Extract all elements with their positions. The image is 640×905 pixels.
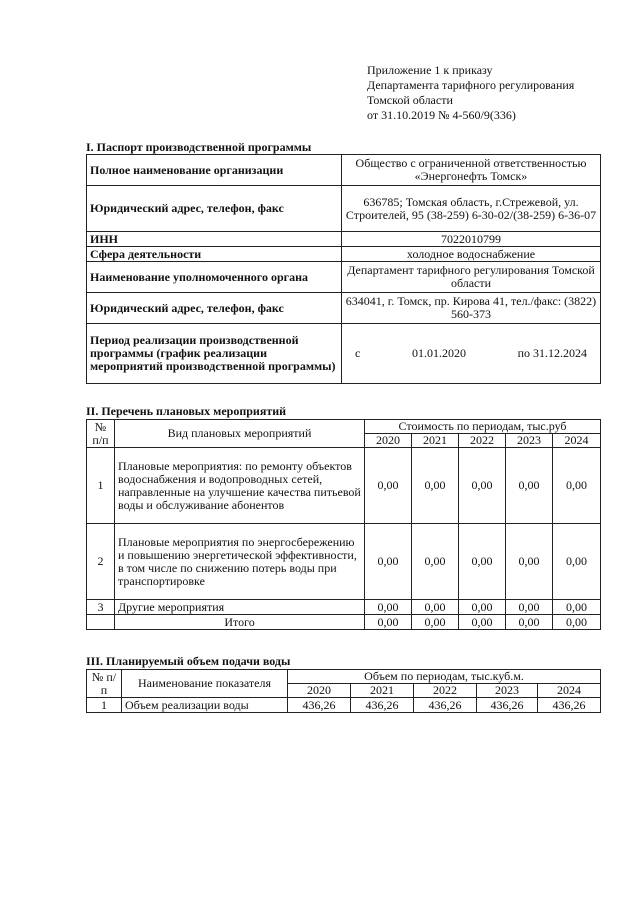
period-value: [342, 324, 601, 384]
cost-cell: 0,00: [506, 448, 553, 524]
row-num: 3: [87, 600, 115, 615]
passport-label: Юридический адрес, телефон, факс: [87, 186, 342, 232]
volume-cell: 436,26: [288, 698, 351, 713]
table-header-row: [87, 670, 601, 684]
table-row: [87, 324, 601, 384]
col-name-header: Вид плановых мероприятий: [115, 420, 365, 448]
period-to: по 31.12.2024: [517, 346, 587, 360]
passport-value: холодное водоснабжение: [342, 247, 601, 262]
year-header: 2022: [459, 434, 506, 448]
indicator-name: Объем реализации воды: [122, 698, 288, 713]
measure-name: Плановые мероприятия по энергосбережению и повышению энергетической эффективности, в том числе по снижению потерь воды при транспортировке: [115, 524, 365, 600]
volume-cell: 436,26: [477, 698, 538, 713]
total-cell: 0,00: [553, 615, 601, 630]
row-num: 2: [87, 524, 115, 600]
table-row: [87, 155, 601, 186]
table-row: [87, 293, 601, 324]
total-row: [87, 615, 601, 630]
section2-title: II. Перечень плановых мероприятий: [86, 404, 287, 418]
year-header: 2022: [414, 684, 477, 698]
header-line: от 31.10.2019 № 4-560/9(336): [367, 108, 516, 122]
header-line: Департамента тарифного регулирования: [367, 78, 575, 92]
document-header: [367, 63, 607, 123]
volume-cell: 436,26: [538, 698, 601, 713]
total-cell: 0,00: [459, 615, 506, 630]
col-name-header: Наименование показателя: [122, 670, 288, 698]
col-cost-header: Стоимость по периодам, тыс.руб: [365, 420, 601, 434]
period-label: Период реализации производственной программы (график реализации мероприятий производственной программы): [87, 324, 342, 384]
table-row: [87, 698, 601, 713]
col-volume-header: Объем по периодам, тыс.куб.м.: [288, 670, 601, 684]
table-row: [87, 186, 601, 232]
table-row: [87, 232, 601, 247]
row-num: 1: [87, 448, 115, 524]
cost-cell: 0,00: [553, 524, 601, 600]
year-header: 2023: [506, 434, 553, 448]
year-header: 2020: [288, 684, 351, 698]
measure-name: Другие мероприятия: [115, 600, 365, 615]
cost-cell: 0,00: [553, 600, 601, 615]
volume-cell: 436,26: [414, 698, 477, 713]
header-line: Томской области: [367, 93, 453, 107]
table-header-row: [87, 420, 601, 434]
cost-cell: 0,00: [506, 600, 553, 615]
year-header: 2021: [351, 684, 414, 698]
table-row: [87, 247, 601, 262]
row-num: 1: [87, 698, 122, 713]
col-num-header: № п/п: [87, 670, 122, 698]
cost-cell: 0,00: [459, 448, 506, 524]
section3-title: III. Планируемый объем подачи воды: [86, 654, 291, 668]
passport-value: 636785; Томская область, г.Стрежевой, ул. Строителей, 95 (38-259) 6-30-02/(38-259) 6-36-07: [342, 186, 601, 232]
cost-cell: 0,00: [365, 600, 412, 615]
cost-cell: 0,00: [459, 524, 506, 600]
volume-cell: 436,26: [351, 698, 414, 713]
passport-value: 634041, г. Томск, пр. Кирова 41, тел./факс: (3822) 560-373: [342, 293, 601, 324]
table-row: [87, 448, 601, 524]
measures-table: [86, 419, 601, 630]
cost-cell: 0,00: [365, 524, 412, 600]
passport-value: 7022010799: [342, 232, 601, 247]
volume-table: [86, 669, 601, 713]
year-header: 2024: [553, 434, 601, 448]
year-header: 2020: [365, 434, 412, 448]
passport-table: [86, 154, 601, 384]
passport-value: Департамент тарифного регулирования Томской области: [342, 262, 601, 293]
cost-cell: 0,00: [412, 448, 459, 524]
passport-label: ИНН: [87, 232, 342, 247]
table-row: [87, 262, 601, 293]
passport-label: Полное наименование организации: [87, 155, 342, 186]
passport-label: Юридический адрес, телефон, факс: [87, 293, 342, 324]
cost-cell: 0,00: [412, 524, 459, 600]
cost-cell: 0,00: [506, 524, 553, 600]
empty-cell: [87, 615, 115, 630]
cost-cell: 0,00: [365, 448, 412, 524]
year-header: 2024: [538, 684, 601, 698]
total-cell: 0,00: [412, 615, 459, 630]
table-row: [87, 524, 601, 600]
year-header: 2021: [412, 434, 459, 448]
passport-value: Общество с ограниченной ответственностью «Энергонефть Томск»: [342, 155, 601, 186]
total-label: Итого: [115, 615, 365, 630]
section1-title: I. Паспорт производственной программы: [86, 140, 312, 154]
passport-label: Сфера деятельности: [87, 247, 342, 262]
total-cell: 0,00: [506, 615, 553, 630]
period-from: 01.01.2020: [411, 346, 466, 360]
total-cell: 0,00: [365, 615, 412, 630]
cost-cell: 0,00: [553, 448, 601, 524]
measure-name: Плановые мероприятия: по ремонту объектов водоснабжения и водопроводных сетей, направленные на улучшение качества питьевой воды и обслуживание абонентов: [115, 448, 365, 524]
cost-cell: 0,00: [459, 600, 506, 615]
period-from-prefix: с: [355, 346, 361, 360]
col-num-header: № п/п: [87, 420, 115, 448]
table-row: [87, 600, 601, 615]
cost-cell: 0,00: [412, 600, 459, 615]
year-header: 2023: [477, 684, 538, 698]
passport-label: Наименование уполномоченного органа: [87, 262, 342, 293]
header-line: Приложение 1 к приказу: [367, 63, 493, 77]
